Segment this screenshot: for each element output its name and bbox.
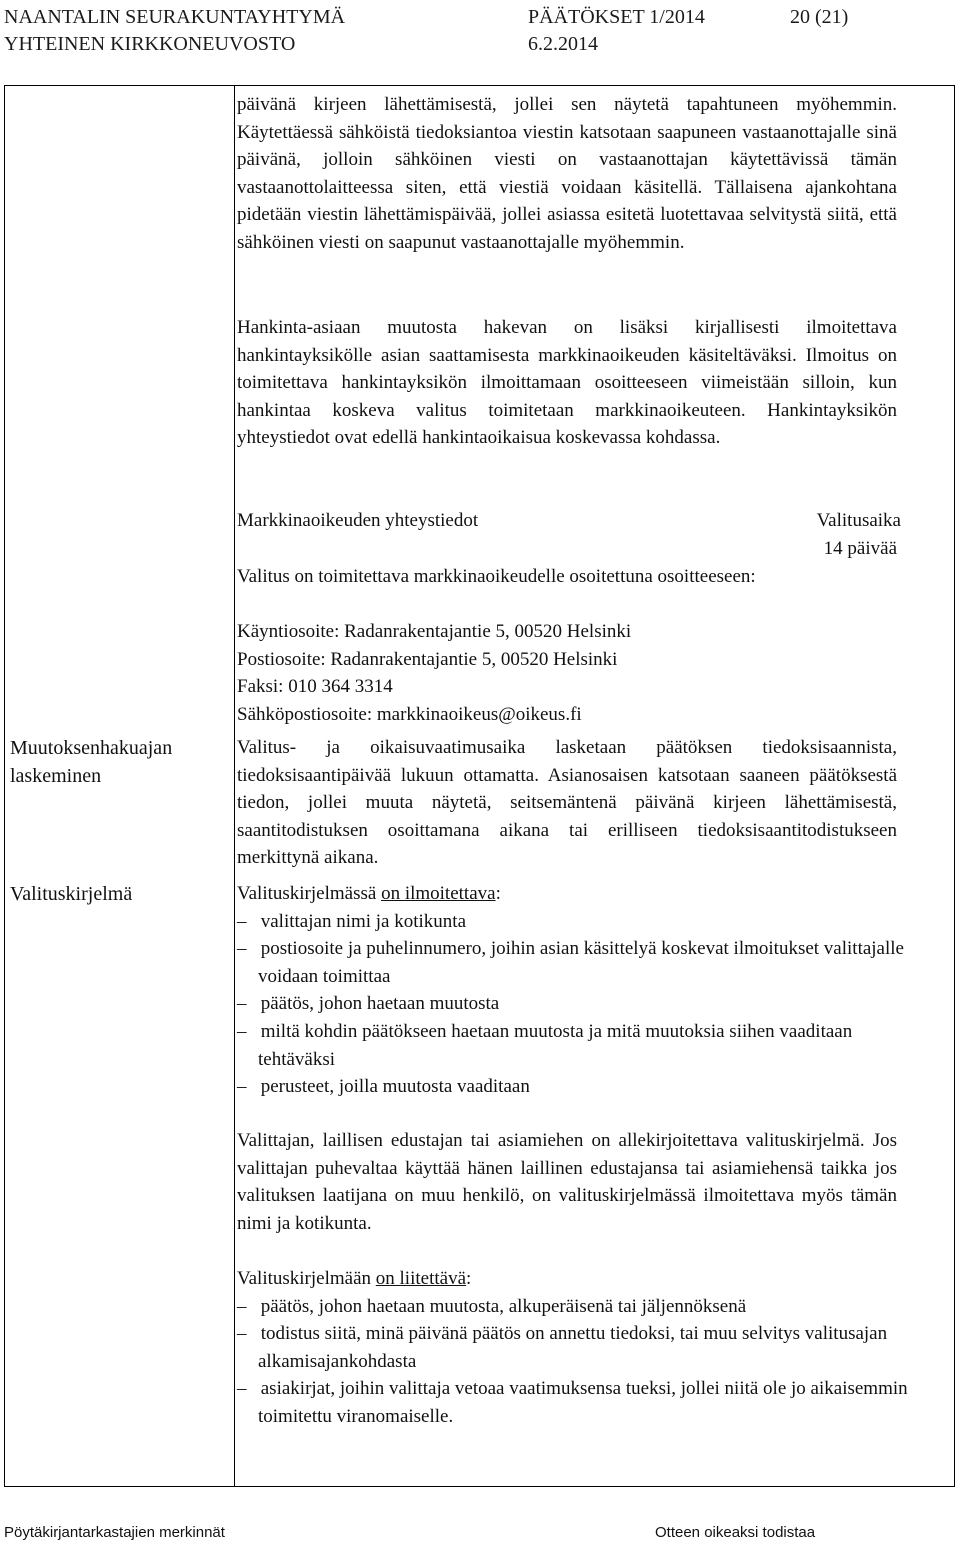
column-divider	[234, 86, 235, 1486]
postal-address: Postiosoite: Radanrakentajantie 5, 00520 Helsinki	[237, 648, 618, 670]
attachments-intro: Valituskirjelmään on liitettävä:	[237, 1268, 472, 1289]
header-line-2	[4, 33, 598, 55]
appeal-period-calculation-label: Muutoksenhakuajan laskeminen	[10, 737, 173, 787]
appeal-period-calculation-text: Valitus- ja oikaisuvaatimusaika lasketaan päätöksen tiedoksisaannista, tiedoksisaantipäivää lukuun ottamatta. Asianosaisen katsotaan saaneen päätöksestä tiedon, jollei muuta näytetä, seitsemäntenä päivänä kirjeen lähettämisestä, saantitodistuksen osoittamana aikana tai erilliseen tiedoksisaantitodistukseen merkittynä aikana.	[237, 737, 897, 869]
appeal-period-value: 14 päivää	[823, 538, 897, 559]
appeal-letter-label: Valituskirjelmä	[10, 883, 133, 905]
appeal-period-label: Valitusaika	[816, 510, 901, 531]
footer-certified-copy: Otteen oikeaksi todistaa	[655, 1524, 816, 1541]
requirement-item: – postiosoite ja puhelinnumero, joihin asian käsittelyä koskevat ilmoitukset valittajalle voidaan toimittaa	[237, 938, 904, 987]
requirements-underlined: on ilmoitettava	[381, 883, 496, 904]
paragraph-delivery-time: päivänä kirjeen lähettämisestä, jollei sen näytetä tapahtuneen myöhemmin. Käytettäessä sähköistä tiedoksiantoa viestin katsotaan saapuneen vastaanottajalle sinä päivänä, jolloin sähköinen viesti on vastaanottajan käytettävissä tämän vastaanottolaitteessa siten, että viestiä voidaan käsitellä. Tällaisena ajankohtana pidetään viestin lähettämispäivää, jollei asiassa esitetä luotettavaa selvitystä siitä, että sähköinen viesti on saapunut vastaanottajalle myöhemmin.	[237, 94, 897, 253]
requirement-item: – päätös, johon haetaan muutosta	[237, 993, 500, 1015]
attachment-item: – päätös, johon haetaan muutosta, alkuperäisenä tai jäljennöksenä	[237, 1295, 747, 1317]
appeal-letter-attachments	[237, 1265, 918, 1431]
requirement-item: – perusteet, joilla muutosta vaaditaan	[237, 1076, 530, 1098]
attachments-underlined: on liitettävä	[375, 1268, 467, 1289]
organization-name: NAANTALIN SEURAKUNTAYHTYMÄ	[4, 6, 346, 28]
visiting-address: Käyntiosoite: Radanrakentajantie 5, 00520 Helsinki	[237, 621, 632, 642]
court-contact-block	[237, 507, 901, 535]
footer-reviewers-notes: Pöytäkirjantarkastajien merkinnät	[4, 1524, 225, 1541]
council-name: YHTEINEN KIRKKONEUVOSTO	[4, 33, 296, 55]
court-address-block	[237, 618, 631, 728]
meeting-date: 6.2.2014	[528, 33, 598, 55]
email-address: Sähköpostiosoite: markkinaoikeus@oikeus.fi	[237, 703, 582, 725]
fax-number: Faksi: 010 364 3314	[237, 676, 393, 698]
paragraph-procurement-notice: Hankinta-asiaan muutosta hakevan on lisäksi kirjallisesti ilmoitettava hankintayksikölle asian saattamisesta markkinaoikeuden käsiteltäväksi. Ilmoitus on toimitettava hankintayksikön ilmoittamaan osoitteeseen viimeistään silloin, kun hankintaa koskeva valitus toimitetaan markkinaoikeuteen. Hankintayksikön yhteystiedot ovat edellä hankintaoikaisua koskevassa kohdassa.	[237, 317, 897, 449]
requirements-intro: Valituskirjelmässä on ilmoitettava:	[237, 883, 501, 904]
requirement-item: – miltä kohdin päätökseen haetaan muutosta ja mitä muutoksia siihen vaaditaan tehtäväksi	[237, 1020, 853, 1070]
requirement-item: – valittajan nimi ja kotikunta	[237, 910, 467, 932]
signature-requirement: Valittajan, laillisen edustajan tai asiamiehen on allekirjoitettava valituskirjelmä. Jos valittajan puhevaltaa käyttää hänen laillinen edustajansa tai asiamiehensä taikka jos valituksen laatijana on muu henkilö, on valituskirjelmässä ilmoitettava myös tämän nimi ja kotikunta.	[237, 1130, 897, 1234]
attachment-item: – todistus siitä, minä päivänä päätös on annettu tiedoksi, tai muu selvitys valitusajan alkamisajankohdasta	[237, 1323, 888, 1372]
appeal-letter-requirements	[237, 880, 918, 1101]
document-title: PÄÄTÖKSET 1/2014	[528, 6, 705, 28]
send-appeal-to: Valitus on toimitettava markkinaoikeudelle osoitettuna osoitteeseen:	[237, 566, 756, 587]
page-number: 20 (21)	[790, 6, 849, 28]
header-line-1	[4, 6, 849, 28]
court-contact-heading: Markkinaoikeuden yhteystiedot	[237, 510, 479, 531]
attachment-item: – asiakirjat, joihin valittaja vetoaa vaatimuksensa tueksi, jollei niitä ole jo aikaisemmin toimitettu viranomaiselle.	[237, 1378, 908, 1427]
